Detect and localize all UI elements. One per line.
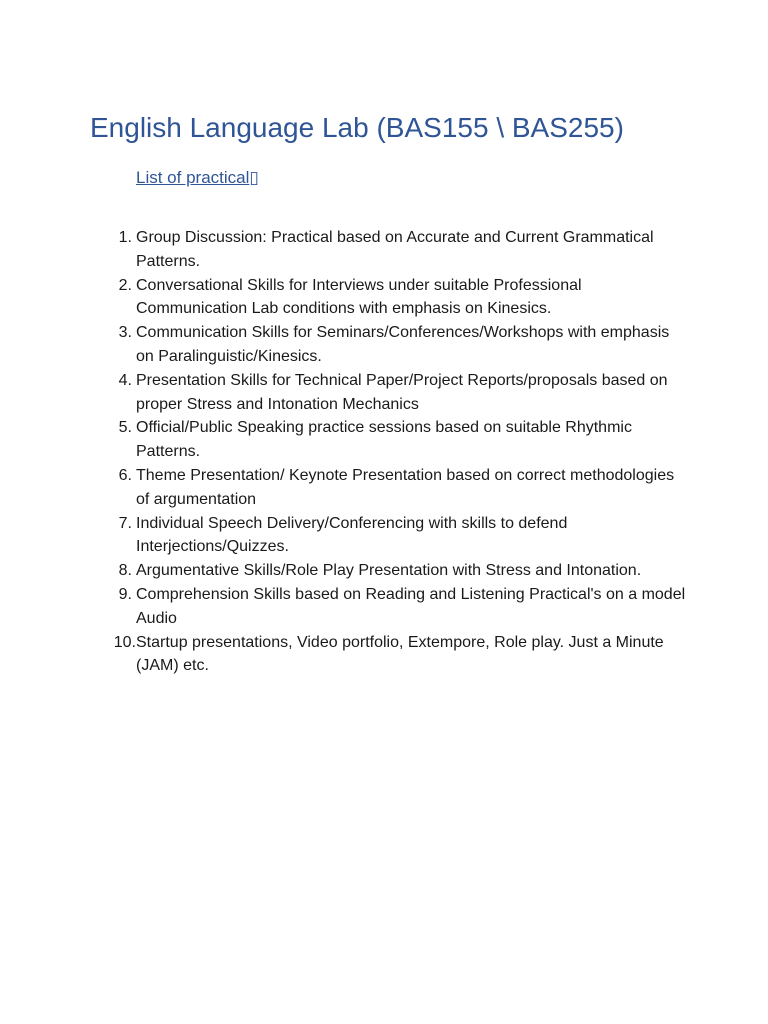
list-item <box>90 369 690 417</box>
list-item <box>90 321 690 369</box>
list-item-text: Theme Presentation/ Keynote Presentation based on correct methodologies of argumentation <box>136 466 675 508</box>
page-title: English Language Lab (BAS155 \ BAS255) <box>90 112 624 143</box>
list-item-text: Startup presentations, Video portfolio, Extempore, Role play. Just a Minute (JAM) etc. <box>136 633 664 675</box>
list-item <box>90 274 690 322</box>
missing-glyph-icon: ▯ <box>249 168 259 187</box>
list-of-practical-link[interactable] <box>136 166 259 190</box>
list-item-text: Communication Skills for Seminars/Conferences/Workshops with emphasis on Paralinguistic/Kinesics. <box>136 324 670 365</box>
list-item <box>90 226 690 274</box>
list-item-number: 7. <box>118 514 132 532</box>
list-item-text: Group Discussion: Practical based on Accurate and Current Grammatical Patterns. <box>136 229 654 270</box>
list-item-text: Conversational Skills for Interviews under suitable Professional Communication Lab conditions with emphasis on Kinesics. <box>136 276 582 318</box>
list-item-number: 8. <box>118 562 132 580</box>
list-of-practical-label: List of practical <box>136 168 250 187</box>
list-item-number: 6. <box>118 466 132 484</box>
list-item-number: 3. <box>118 324 132 342</box>
list-item-number: 10. <box>113 633 136 651</box>
list-item <box>90 464 690 512</box>
list-item-number: 2. <box>118 276 132 294</box>
list-item-number: 1. <box>118 229 132 246</box>
list-item-text: Presentation Skills for Technical Paper/Project Reports/proposals based on proper Stress and Intonation Mechanics <box>136 371 668 413</box>
list-item-number: 4. <box>118 371 132 389</box>
list-item <box>90 583 690 631</box>
list-item <box>90 631 690 679</box>
list-item-number: 9. <box>118 585 132 603</box>
list-item-text: Official/Public Speaking practice sessions based on suitable Rhythmic Patterns. <box>136 419 632 461</box>
list-item-number: 5. <box>118 419 132 437</box>
list-item <box>90 559 690 583</box>
list-item-text: Argumentative Skills/Role Play Presentation with Stress and Intonation. <box>136 562 642 580</box>
list-item-text: Comprehension Skills based on Reading and Listening Practical's on a model Audio <box>136 585 686 627</box>
list-item <box>90 416 690 464</box>
list-item-text: Individual Speech Delivery/Conferencing with skills to defend Interjections/Quizzes. <box>136 514 568 556</box>
practical-list <box>90 226 690 678</box>
list-item <box>90 512 690 560</box>
